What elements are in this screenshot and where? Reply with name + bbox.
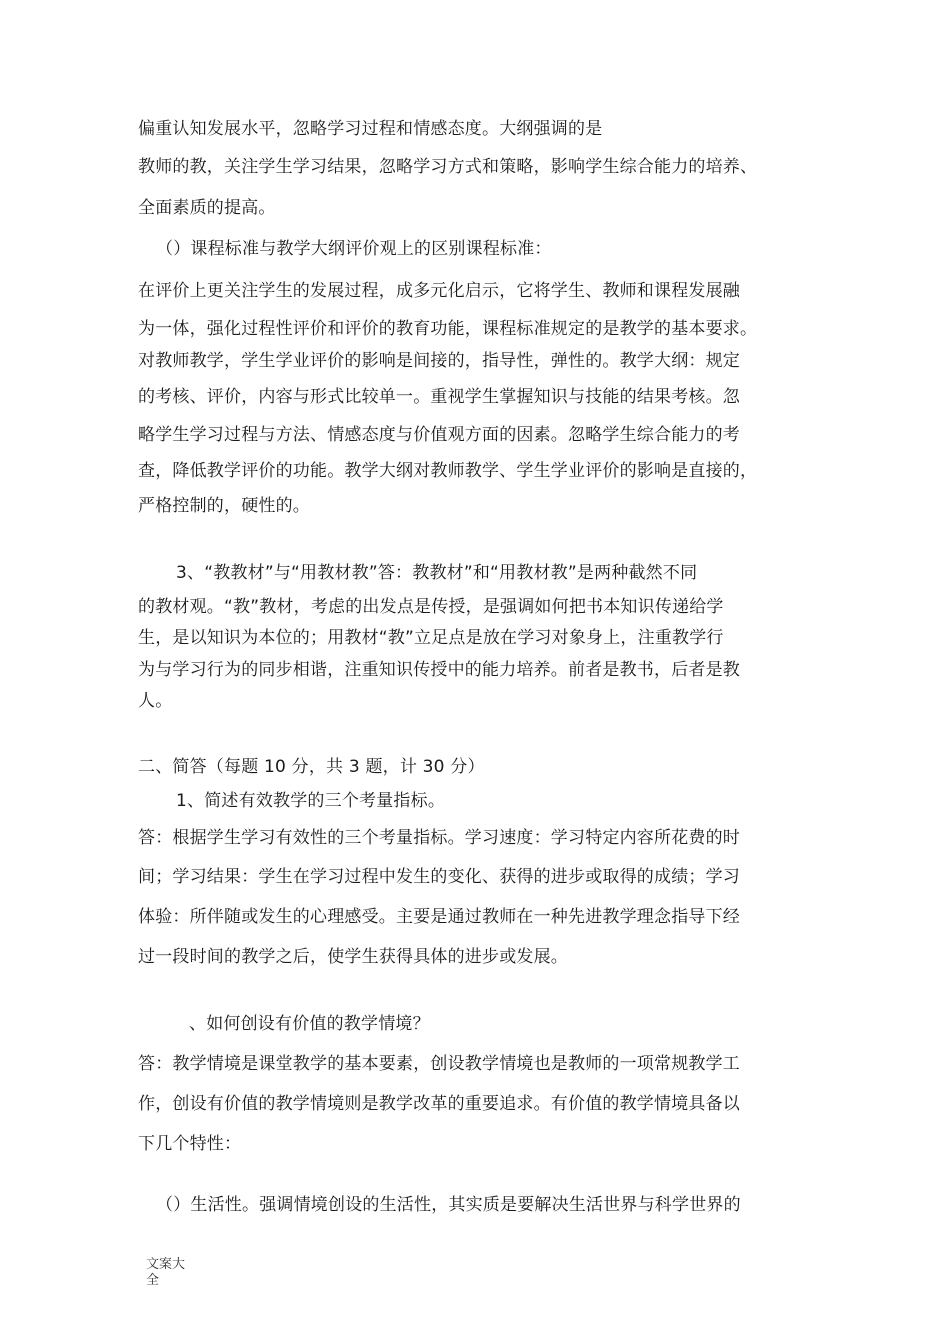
- text-line: 过一段时间的教学之后，使学生获得具体的进步或发展。: [138, 947, 568, 967]
- text-line: （）课程标准与教学大纲评价观上的区别课程标准：: [156, 239, 552, 259]
- text-line: 查，降低教学评价的功能。教学大纲对教师教学、学生学业评价的影响是直接的，: [138, 461, 758, 481]
- text-line: 全面素质的提高。: [138, 198, 276, 218]
- text-line: 答：根据学生学习有效性的三个考量指标。学习速度：学习特定内容所花费的时: [138, 828, 740, 848]
- footer-label: 全: [146, 1273, 160, 1288]
- text-line: 间；学习结果：学生在学习过程中发生的变化、获得的进步或取得的成绩；学习: [138, 867, 740, 887]
- text-line: 体验：所伴随或发生的心理感受。主要是通过教师在一种先进教学理念指导下经: [138, 907, 740, 927]
- text-line: 作，创设有价值的教学情境则是教学改革的重要追求。有价值的教学情境具备以: [138, 1094, 740, 1114]
- text-line: 偏重认知发展水平，忽略学习过程和情感态度。大纲强调的是: [138, 119, 603, 139]
- text-line: 略学生学习过程与方法、情感态度与价值观方面的因素。忽略学生综合能力的考: [138, 425, 740, 445]
- text-line: 生，是以知识为本位的；用教材“教”立足点是放在学习对象身上，注重教学行: [138, 628, 724, 648]
- text-line: 为一体，强化过程性评价和评价的教育功能，课程标准规定的是教学的基本要求。: [138, 319, 758, 339]
- text-line: 的教材观。“教”教材，考虑的出发点是传授，是强调如何把书本知识传递给学: [138, 597, 724, 617]
- question-title: 1、简述有效教学的三个考量指标。: [176, 791, 446, 811]
- text-line: 在评价上更关注学生的发展过程，成多元化启示，它将学生、教师和课程发展融: [138, 281, 740, 301]
- question-title: 、如何创设有价值的教学情境？: [189, 1014, 430, 1034]
- text-line: （）生活性。强调情境创设的生活性，其实质是要解决生活世界与科学世界的: [156, 1195, 741, 1215]
- footer-label: 文案大: [146, 1257, 186, 1272]
- text-line: 下几个特性：: [138, 1134, 242, 1154]
- text-line: 的考核、评价，内容与形式比较单一。重视学生掌握知识与技能的结果考核。忽: [138, 387, 740, 407]
- text-line: 严格控制的，硬性的。: [138, 496, 310, 516]
- text-line: 答：教学情境是课堂教学的基本要素，创设教学情境也是教师的一项常规教学工: [138, 1054, 740, 1074]
- section-heading: 二、简答（每题 10 分，共 3 题，计 30 分）: [138, 757, 485, 777]
- text-line: 对教师教学，学生学业评价的影响是间接的，指导性，弹性的。教学大纲：规定: [138, 351, 740, 371]
- text-line: 为与学习行为的同步相谐，注重知识传授中的能力培养。前者是教书，后者是教: [138, 660, 740, 680]
- text-line: 3、“教教材”与“用教材教”答：教教材”和“用教材教”是两种截然不同: [176, 563, 698, 583]
- text-line: 教师的教，关注学生学习结果，忽略学习方式和策略，影响学生综合能力的培养、: [138, 157, 758, 177]
- text-line: 人。: [138, 691, 173, 711]
